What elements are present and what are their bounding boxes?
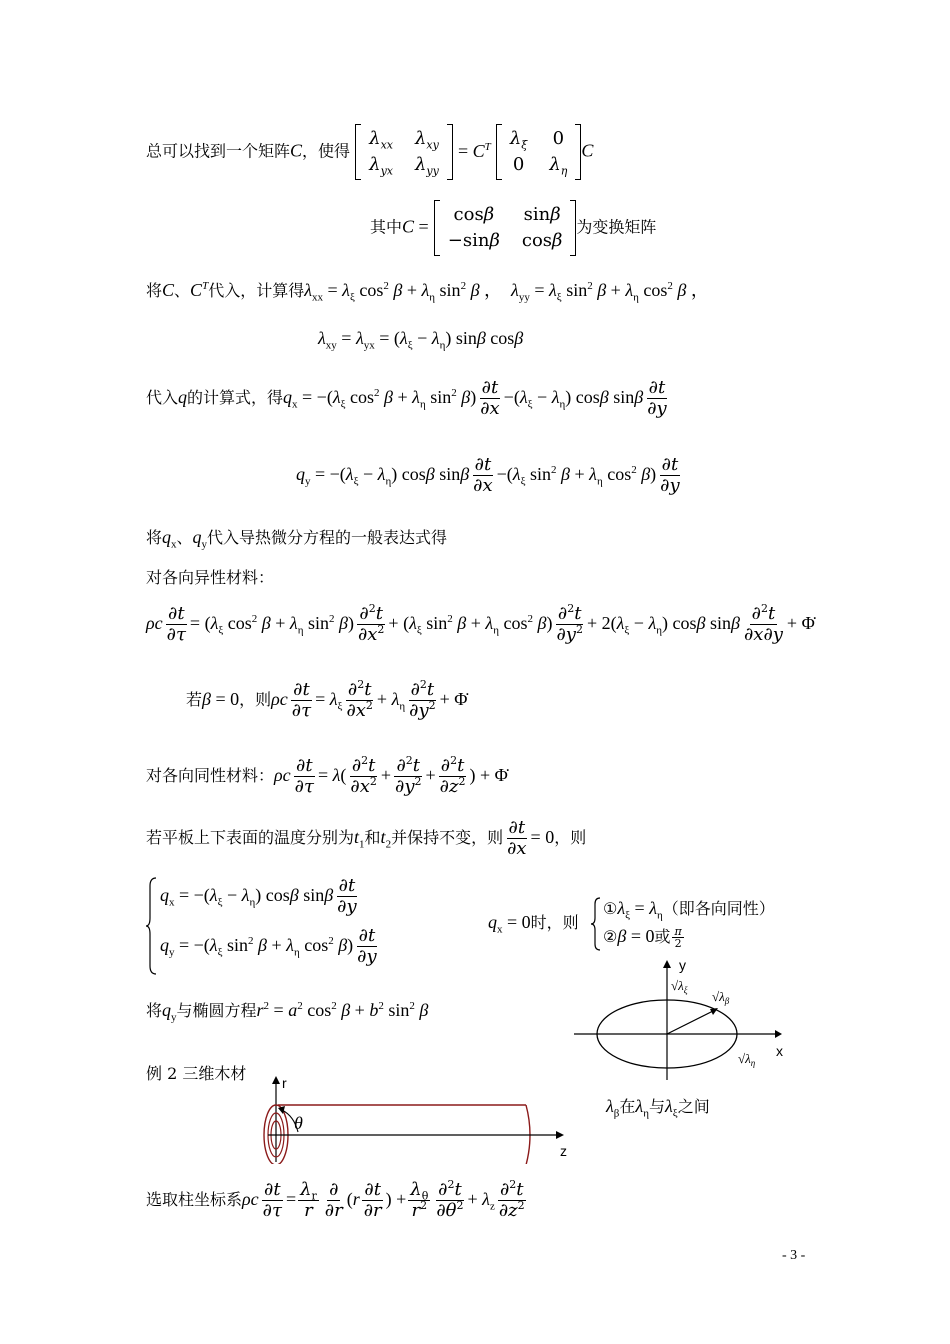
cases-brace: [590, 896, 602, 952]
svg-text:√λξ: $√\lambda_\xi$: [671, 978, 688, 995]
lambda-matrix: $\lambda_{xx}$ $\lambda_{xy}$ $\lambda_{yx}$ $\lambda_{yy}$: [355, 124, 453, 180]
line-beta-zero: 若β = 0，则ρc $\frac{\partial t}{\partial\tau}$ = $\lambda_\xi$ $\frac{\partial^2t}{\partial x^2}$ + $\lambda_\eta$ $\frac{\partial^2t}{\partial y^2}$ + Φ̇: [186, 678, 468, 721]
line-qx: 代入q的计算式，得$q_x = -(\lambda_\xi$ $\cos^2 \beta + \lambda_\eta$ $\sin^2 \beta$) $\frac{\partial t}{\partial x}$ $-(\lambda_\xi - \lambda_\eta)$ cosβ sinβ $\frac{\partial t}{\partial y}$: [146, 377, 667, 419]
line-cylindrical: 选取柱坐标系ρc $\frac{\partial t}{\partial\tau}$ = $\frac{\lambda_r}{r}$ $\frac{\partial}{\partial r}$ (r $\frac{\partial t}{\partial r}$ ) + $\frac{\lambda_\theta}{r^2}$ $\frac{\partial^2t}{\partial\theta^2}$ + $\lambda_z$ $\frac{\partial^2t}{\partial z^2}$: [146, 1178, 525, 1221]
example-title: 例 2 三维木材: [146, 1064, 247, 1083]
y-axis-label: y: [679, 957, 686, 973]
svg-text:√λβ: $√\lambda_\beta$: [712, 989, 730, 1006]
line-matrix-decomp: 总可以找到一个矩阵C，使得 $\lambda_{xx}$ $\lambda_{xy}$ $\lambda_{yx}$ $\lambda_{yy}$ = $C^T$ $\lambda_\xi$ 0 0 $\lambda_\eta$ C: [146, 124, 593, 180]
page-number: - 3 -: [782, 1248, 806, 1263]
r-axis-label: r: [282, 1075, 287, 1091]
line-aniso-equation: ρc $\frac{\partial t}{\partial\tau}$ = ($\lambda_\xi$ $\cos^2 \beta + \lambda_\eta$ $\sin^2 \beta$) $\frac{\partial^2t}{\partial x^2}$ + ($\lambda_\xi$ $\sin^2 \beta + \lambda_\eta$ $\cos^2 \beta$) $\frac{\partial^2t}{\partial y^2}$ + $2(\lambda_\xi - \lambda_\eta)$ cosβ sinβ $\frac{\partial^2t}{\partial x\partial y}$ + Φ̇: [146, 602, 815, 645]
x-axis-label: x: [776, 1043, 783, 1059]
theta-label: θ: [294, 1113, 303, 1133]
z-axis-label: z: [560, 1143, 567, 1159]
line-qy: $q_y = -(\lambda_\xi - \lambda_\eta)$ cosβ sinβ $\frac{\partial t}{\partial x}$ $-(\lambda_\xi$ $\sin^2 \beta + \lambda_\eta$ $\cos^2 \beta$) $\frac{\partial t}{\partial y}$: [296, 454, 680, 496]
line-plate: 若平板上下表面的温度分别为$t_1$和$t_2$并保持不变，则 $\frac{\partial t}{\partial x}$ = 0，则: [146, 817, 587, 859]
lambda-between-caption: $\lambda_\beta$在$\lambda_\eta$与$\lambda_\xi$之间: [606, 1096, 710, 1120]
svg-text:√λη: $√\lambda_\eta$: [738, 1051, 756, 1068]
line-substitute-q: 将$q_x$、$q_y$代入导热微分方程的一般表达式得: [146, 527, 448, 551]
cylinder-figure: [258, 1074, 578, 1164]
ellipse-figure: [570, 952, 810, 1082]
aniso-title: 对各向异性材料：: [146, 568, 275, 587]
rotation-matrix: cosβ sinβ −sinβ cosβ: [434, 200, 577, 256]
qx-zero-cases: $q_x = 0$时，则: [488, 912, 579, 936]
line-transform-matrix: 其中C = cosβ sinβ −sinβ cosβ 为变换矩阵: [370, 200, 656, 256]
case-beta: ②β = 0或 $\frac{\pi}{2}$: [603, 925, 682, 950]
line-isotropic: 对各向同性材料：ρc $\frac{\partial t}{\partial\tau}$ = λ( $\frac{\partial^2t}{\partial x^2}$ + $\frac{\partial^2t}{\partial y^2}$ + $\frac{\partial^2t}{\partial z^2}$ ) + Φ̇: [146, 754, 508, 797]
line-lambda-xy: $\lambda_{xy} = \lambda_{yx} = (\lambda_\xi - \lambda_\eta)$ sinβ cosβ: [318, 328, 524, 352]
diag-matrix: $\lambda_\xi$ 0 0 $\lambda_\eta$: [496, 124, 582, 180]
case-isotropic: $①\lambda_\xi = \lambda_\eta$（即各向同性）: [603, 898, 775, 922]
line-substitute-c: 将C、$C^T$代入，计算得$\lambda_{xx} = \lambda_\xi$ $\cos^2 \beta + \lambda_\eta$ $\sin^2 \beta$ ， $\lambda_{yy} = \lambda_\xi$ $\sin^2 \beta + \lambda_\eta$ $\cos^2 \beta$ ，: [146, 280, 709, 304]
system-brace: [146, 876, 158, 976]
line-ellipse: 将$q_y$与椭圆方程$r^2 = a^2$ $\cos^2 \beta + b^2$ $\sin^2 \beta$: [146, 1000, 429, 1024]
